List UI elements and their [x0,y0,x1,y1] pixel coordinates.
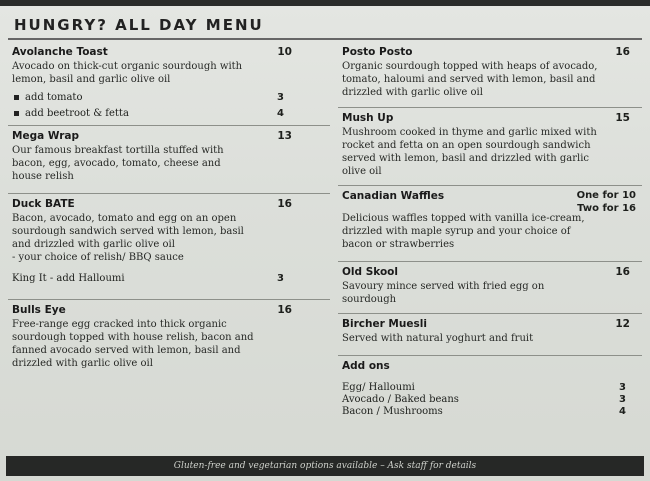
item-price: 10 [277,46,292,58]
addon-bacon-mushrooms [342,406,638,418]
item-name: Mush Up [342,112,394,124]
add-ons-section [338,356,642,423]
item-name: Avolanche Toast [12,46,108,58]
king-it-price: 3 [277,273,284,284]
menu-title: HUNGRY? ALL DAY MENU [14,16,264,34]
extra-label: add beetroot & fetta [25,108,129,119]
item-description: Our famous breakfast tortilla stuffed with bacon, egg, avocado, tomato, cheese and house relish [12,145,224,182]
menu-item-posto-posto [338,42,642,108]
addon-avocado-baked-beans [342,394,638,406]
item-name: Mega Wrap [12,130,80,142]
item-name: Bulls Eye [12,304,66,316]
item-choice-note: - your choice of relish/ BBQ sauce [12,252,184,263]
footer-note: Gluten-free and vegetarian options available – Ask staff for details [6,456,644,476]
menu-item-bircher-muesli [338,314,642,356]
addon-label: Avocado / Baked beans [342,394,459,405]
extra-price: 4 [277,108,284,119]
item-name: Canadian Waffles [342,190,445,202]
item-description: Delicious waffles topped with vanilla ice-cream, drizzled with maple syrup and your choice of bacon or strawberries [342,213,585,250]
item-price: 13 [277,130,292,142]
menu-item-mega-wrap [8,126,330,194]
king-it-addon [12,272,326,286]
item-description: Organic sourdough topped with heaps of avocado, tomato, haloumi and served with lemon, basil and drizzled with garlic olive oil [342,61,598,98]
item-description: Served with natural yoghurt and fruit [342,333,534,344]
item-price: 16 [277,304,292,316]
menu-item-avolanche-toast [8,42,330,126]
king-it-label: King It - add Halloumi [12,273,125,284]
left-column [8,42,330,375]
menu-item-mush-up [338,108,642,186]
right-column [338,42,642,423]
add-ons-title: Add ons [342,360,390,372]
item-description: Avocado on thick-cut organic sourdough with lemon, basil and garlic olive oil [12,61,243,85]
menu-item-duck-bate [8,194,330,300]
addon-price: 3 [619,394,626,405]
extra-price: 3 [277,92,284,103]
item-description: Free-range egg cracked into thick organic sourdough topped with house relish, bacon and fanned avocado served with lemon, basil and drizzled with garlic olive oil [12,319,254,369]
addon-egg-halloumi [342,382,638,394]
item-price: 16 [615,266,630,278]
item-name: Posto Posto [342,46,413,58]
price-two: Two for 16 [577,203,636,214]
item-price-options [577,189,636,215]
header-divider [8,38,642,40]
bullet-icon [14,95,19,100]
extra-add-beetroot-fetta [12,106,326,122]
addon-label: Bacon / Mushrooms [342,406,443,417]
addon-label: Egg/ Halloumi [342,382,415,393]
item-description: Mushroom cooked in thyme and garlic mixed with rocket and fetta on an open sourdough sandwich served with lemon, basil and drizzled with garlic olive oil [342,127,597,177]
addon-price: 3 [619,382,626,393]
item-name: Bircher Muesli [342,318,427,330]
menu-frame-top [0,0,650,6]
item-name: Duck BATE [12,198,75,210]
item-name: Old Skool [342,266,398,278]
addon-price: 4 [619,406,626,417]
menu-item-canadian-waffles [338,186,642,262]
menu-item-bulls-eye [8,300,330,375]
item-description: Savoury mince served with fried egg on sourdough [342,281,545,305]
item-price: 12 [615,318,630,330]
price-one: One for 10 [576,190,636,201]
menu-item-old-skool [338,262,642,314]
extra-add-tomato [12,90,326,106]
item-price: 16 [615,46,630,58]
item-description: Bacon, avocado, tomato and egg on an open sourdough sandwich served with lemon, basil and drizzled with garlic olive oil [12,213,244,250]
bullet-icon [14,111,19,116]
item-price: 16 [277,198,292,210]
item-price: 15 [615,112,630,124]
extra-label: add tomato [25,92,83,103]
